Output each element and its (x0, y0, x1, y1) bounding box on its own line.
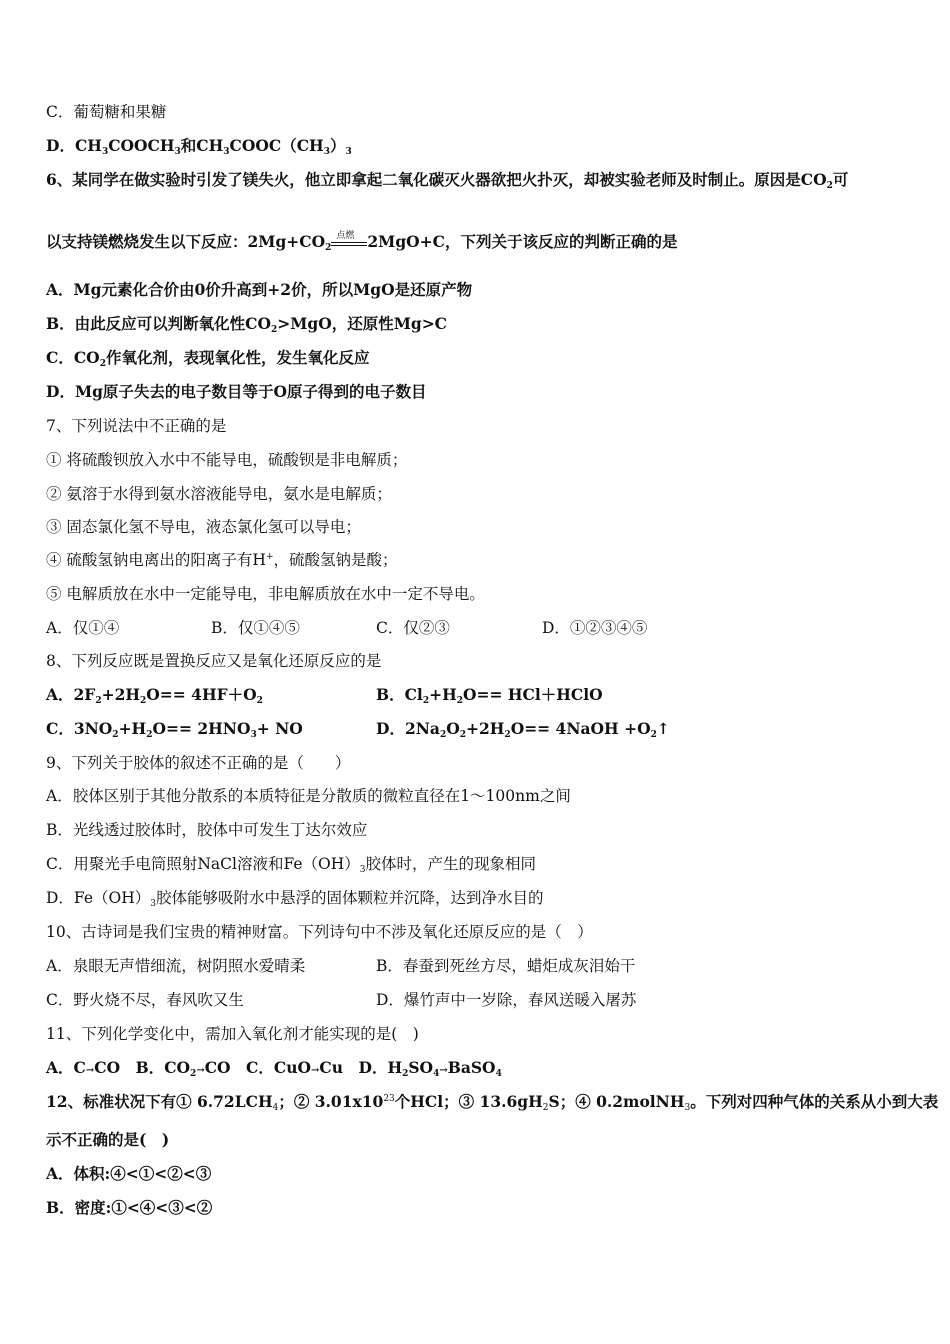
text: S；④ 0.2molNH (548, 1092, 685, 1111)
sub: 3 (323, 147, 330, 157)
text: C．葡萄糖和果糖 (46, 103, 167, 121)
q8-option-d (376, 719, 670, 739)
sub: 2 (504, 730, 511, 740)
q9-option-d (46, 888, 543, 908)
text: 7、下列说法中不正确的是 (46, 417, 227, 435)
condition-arrow (331, 231, 367, 250)
text: BaSO (447, 1058, 496, 1077)
text: 作氧化剂，表现氧化性，发生氧化反应 (105, 348, 370, 367)
sup: + (265, 552, 274, 562)
question-9 (46, 753, 350, 773)
question-10 (46, 922, 593, 942)
q7-option-d: D．①②③④⑤ (542, 619, 648, 637)
q7-item-4 (46, 550, 398, 570)
sub: 2 (650, 730, 657, 740)
text: 9、下列关于胶体的叙述不正确的是（ ） (46, 754, 351, 772)
text: COOC（CH (229, 136, 324, 155)
text: ② 氨溶于水得到氨水溶液能导电，氨水是电解质； (46, 485, 392, 503)
question-8 (46, 651, 381, 671)
text: + NO (256, 719, 303, 738)
sub: 3 (174, 147, 181, 157)
text: COOCH (108, 136, 175, 155)
question-12-cont (46, 1130, 169, 1150)
q7-item-3 (46, 517, 361, 537)
text: ④ 硫酸氢钠电离出的阳离子有H (46, 551, 266, 569)
sub: 2 (325, 243, 332, 253)
text: B．由此反应可以判断氧化性CO (46, 314, 271, 333)
sub: 2 (542, 1103, 549, 1113)
q8-option-c (46, 719, 303, 739)
q10-option-a: A．泉眼无声惜细流，树阴照水爱晴柔 (46, 957, 306, 975)
sub: 3 (359, 865, 366, 875)
sub: 3 (150, 899, 156, 909)
sub: 4 (495, 1069, 502, 1079)
text: 个HCl；③ 13.6gH (394, 1092, 543, 1111)
text: O== 4HF＋O (146, 685, 257, 704)
q12-option-b (46, 1198, 212, 1218)
sub: 2 (270, 325, 278, 335)
q7-option-a: A．仅①④ (46, 619, 120, 637)
text: Cu D．H (319, 1058, 403, 1077)
text: 可 (832, 170, 849, 189)
condition-label: 点燃 (336, 231, 355, 241)
q6-option-a (46, 280, 472, 300)
text: +2H (466, 719, 505, 738)
text: +H (429, 685, 457, 704)
text: CO B．CO (94, 1058, 191, 1077)
text: +2H (101, 685, 141, 704)
text: B．光线透过胶体时，胶体中可发生丁达尔效应 (46, 821, 368, 839)
q6-option-c (46, 348, 369, 368)
text: D．2Na (376, 719, 440, 738)
q7-item-2 (46, 484, 392, 504)
text: 11、下列化学变化中，需加入氧化剂才能实现的是( ) (46, 1025, 419, 1043)
q7-option-b: B．仅①④⑤ (211, 619, 300, 637)
sub: 2 (456, 696, 463, 706)
question-6 (46, 170, 848, 190)
sub: 2 (826, 181, 833, 191)
sub: 2 (459, 730, 466, 740)
q10-option-c: C．野火烧不尽，春风吹又生 (46, 991, 244, 1009)
sub: 4 (433, 1069, 440, 1079)
q6-option-b (46, 314, 447, 334)
sub: 2 (422, 696, 430, 706)
option-c-prev (46, 102, 166, 122)
text: O== 2HNO (152, 719, 251, 738)
text: 2MgO+C，下列关于该反应的判断正确的是 (367, 232, 678, 251)
q7-option-c: C．仅②③ (376, 619, 450, 637)
text: SO (408, 1058, 434, 1077)
text: O== HCl＋HClO (463, 685, 603, 704)
q10-option-d: D．爆竹声中一岁除，春风送暖入屠苏 (376, 991, 637, 1009)
text: A．C (46, 1058, 86, 1077)
text: B．Cl (376, 685, 423, 704)
question-6-cont (46, 232, 677, 252)
text: 12、标准状况下有① 6.72LCH (46, 1092, 273, 1111)
sub: 2 (95, 696, 102, 706)
q12-option-a (46, 1164, 211, 1184)
text: 示不正确的是( ) (46, 1130, 170, 1149)
arrow: → (311, 1065, 320, 1076)
sub: 3 (345, 147, 352, 157)
text: ；② 3.01x10 (278, 1092, 384, 1111)
text: >MgO，还原性Mg>C (277, 314, 448, 333)
question-11 (46, 1024, 419, 1044)
text: ） (329, 136, 346, 155)
q9-option-a (46, 786, 571, 806)
q9-option-c (46, 854, 536, 874)
q8-option-a (46, 685, 263, 705)
text: A．体积:④<①<②<③ (46, 1164, 212, 1183)
text: 胶体时，产生的现象相同 (365, 855, 537, 873)
text: O (446, 719, 460, 738)
sub: 2 (439, 730, 447, 740)
text: A．2F (46, 685, 96, 704)
arrow: → (196, 1065, 205, 1076)
sub: 3 (250, 730, 257, 740)
text: ③ 固态氯化氢不导电，液态氯化氢可以导电； (46, 518, 361, 536)
sub: 3 (223, 147, 230, 157)
sub: 2 (140, 696, 147, 706)
text: +H (118, 719, 147, 738)
q11-options (46, 1058, 502, 1081)
text: 和CH (180, 136, 224, 155)
sub: 2 (112, 730, 119, 740)
text: ↑ (656, 719, 670, 738)
text: 6、某同学在做实验时引发了镁失火，他立即拿起二氧化碳灭火器欲把火扑灭，却被实验老师及时制止。原因是CO (46, 170, 827, 189)
text: C．用聚光手电筒照射NaCl溶液和Fe（OH） (46, 855, 360, 873)
option-d-prev (46, 136, 352, 156)
text: B．密度:①<④<③<② (46, 1198, 213, 1217)
text: 10、古诗词是我们宝贵的精神财富。下列诗句中不涉及氧化还原反应的是（ ） (46, 923, 593, 941)
q9-option-b (46, 820, 367, 840)
text: 以支持镁燃烧发生以下反应：2Mg+CO (46, 232, 326, 251)
text: ⑤ 电解质放在水中一定能导电，非电解质放在水中一定不导电。 (46, 585, 485, 603)
text: D．Mg原子失去的电子数目等于O原子得到的电子数目 (46, 382, 427, 401)
sup: 23 (383, 1094, 395, 1104)
text: 8、下列反应既是置换反应又是氧化还原反应的是 (46, 652, 382, 670)
text: CO C．CuO (204, 1058, 311, 1077)
sub: 2 (402, 1069, 409, 1079)
sub: 4 (272, 1103, 279, 1113)
text: 胶体能够吸附水中悬浮的固体颗粒并沉降，达到净水目的 (155, 889, 544, 907)
arrow: → (85, 1065, 95, 1076)
text: C．3NO (46, 719, 113, 738)
text: O== 4NaOH +O (510, 719, 651, 738)
sub: 3 (684, 1103, 691, 1113)
text: A．Mg元素化合价由0价升高到+2价，所以MgO是还原产物 (46, 280, 473, 299)
q6-option-d (46, 382, 426, 402)
sub: 3 (101, 147, 109, 157)
text: C．CO (46, 348, 100, 367)
arrow: → (439, 1065, 448, 1076)
text: ，硫酸氢钠是酸； (273, 551, 398, 569)
text: D．CH (46, 136, 102, 155)
q7-item-1 (46, 450, 407, 470)
q10-option-b: B．春蚕到死丝方尽，蜡炬成灰泪始干 (376, 957, 636, 975)
text: A．胶体区别于其他分散系的本质特征是分散质的微粒直径在1～100nm之间 (46, 787, 571, 805)
q7-item-5 (46, 584, 485, 604)
question-12 (46, 1092, 938, 1112)
text: D．Fe（OH） (46, 889, 151, 907)
q8-option-b (376, 685, 603, 705)
text: ① 将硫酸钡放入水中不能导电，硫酸钡是非电解质； (46, 451, 408, 469)
sub: 2 (190, 1069, 197, 1079)
sub: 2 (256, 696, 263, 706)
sub: 2 (146, 730, 153, 740)
text: 。下列对四种气体的关系从小到大表 (690, 1092, 939, 1111)
sub: 2 (99, 359, 106, 369)
question-7 (46, 416, 226, 436)
